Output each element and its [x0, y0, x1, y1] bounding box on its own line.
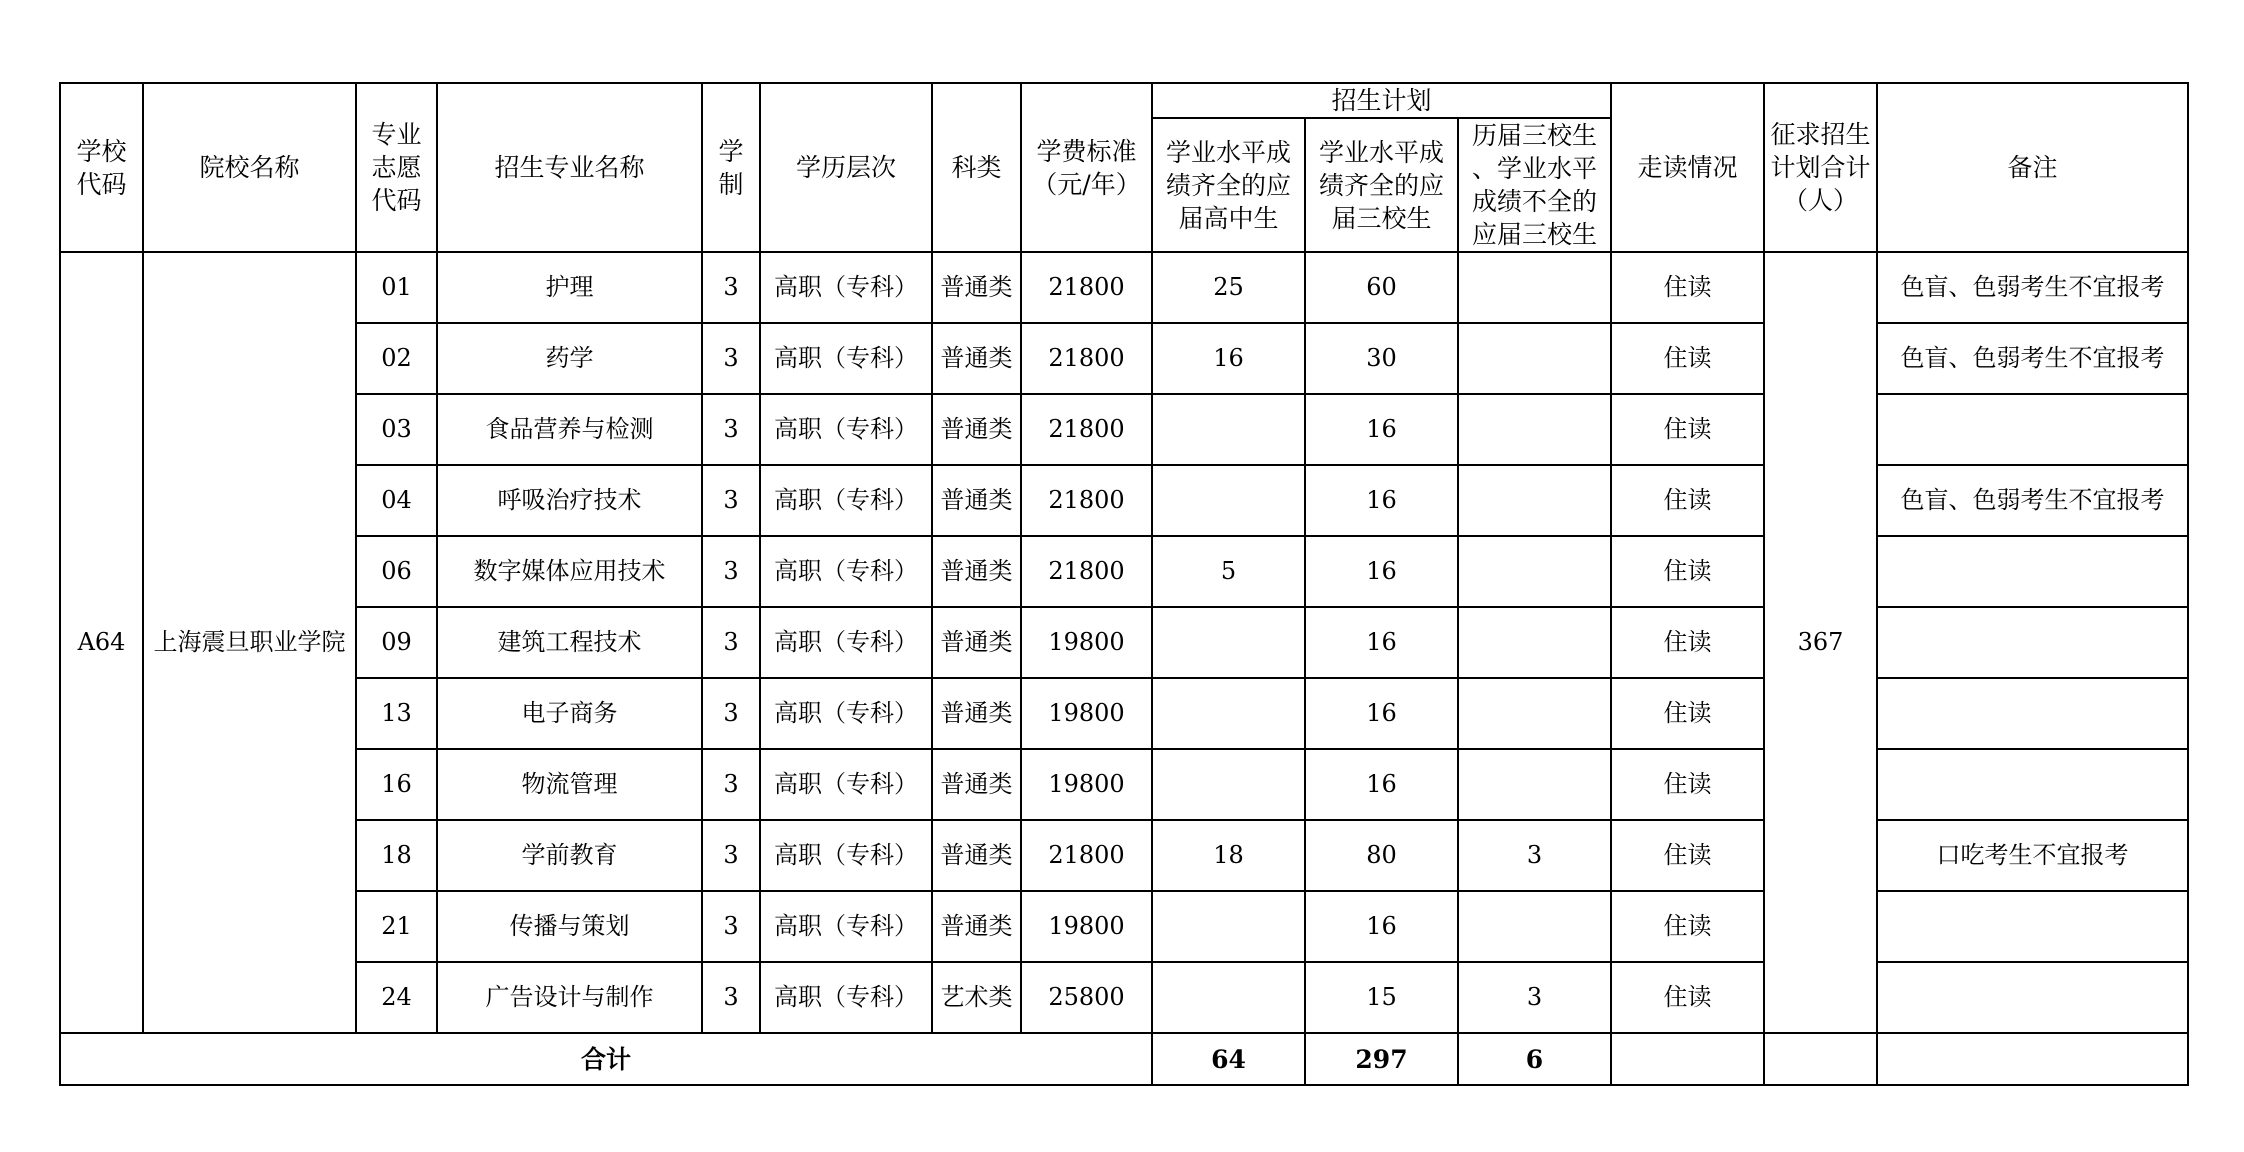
- plan-b-cell: 16: [1305, 749, 1458, 820]
- level-cell: 高职（专科）: [760, 536, 932, 607]
- major-code-cell: 09: [356, 607, 437, 678]
- header-school-name: 院校名称: [143, 83, 356, 252]
- remark-cell: [1877, 536, 2188, 607]
- school-code-cell: A64: [60, 252, 143, 1033]
- header-plan-c: 历届三校生 、学业水平 成绩不全的 应届三校生: [1458, 118, 1611, 252]
- duration-cell: 3: [702, 394, 760, 465]
- plan-c-cell: [1458, 252, 1611, 323]
- category-cell: 普通类: [932, 678, 1021, 749]
- plan-c-cell: [1458, 891, 1611, 962]
- total-remark: [1877, 1033, 2188, 1085]
- plan-a-cell: 16: [1152, 323, 1305, 394]
- plan-b-cell: 15: [1305, 962, 1458, 1033]
- major-name-cell: 数字媒体应用技术: [437, 536, 702, 607]
- tuition-cell: 21800: [1021, 465, 1152, 536]
- plan-a-cell: [1152, 678, 1305, 749]
- plan-b-cell: 80: [1305, 820, 1458, 891]
- plan-a-cell: 5: [1152, 536, 1305, 607]
- plan-c-cell: [1458, 323, 1611, 394]
- major-name-cell: 学前教育: [437, 820, 702, 891]
- residence-cell: 住读: [1611, 749, 1764, 820]
- header-major-name: 招生专业名称: [437, 83, 702, 252]
- major-name-cell: 电子商务: [437, 678, 702, 749]
- tuition-cell: 25800: [1021, 962, 1152, 1033]
- header-total-plan: 征求招生 计划合计 （人）: [1764, 83, 1877, 252]
- remark-cell: 色盲、色弱考生不宜报考: [1877, 465, 2188, 536]
- header-major-code: 专业 志愿 代码: [356, 83, 437, 252]
- category-cell: 普通类: [932, 394, 1021, 465]
- major-code-cell: 01: [356, 252, 437, 323]
- plan-a-cell: [1152, 465, 1305, 536]
- major-code-cell: 06: [356, 536, 437, 607]
- tuition-cell: 21800: [1021, 323, 1152, 394]
- total-plan-c: 6: [1458, 1033, 1611, 1085]
- total-plan-sum: [1764, 1033, 1877, 1085]
- tuition-cell: 21800: [1021, 536, 1152, 607]
- level-cell: 高职（专科）: [760, 252, 932, 323]
- plan-c-cell: [1458, 678, 1611, 749]
- remark-cell: [1877, 394, 2188, 465]
- remark-cell: [1877, 678, 2188, 749]
- remark-cell: 色盲、色弱考生不宜报考: [1877, 323, 2188, 394]
- residence-cell: 住读: [1611, 536, 1764, 607]
- header-level: 学历层次: [760, 83, 932, 252]
- remark-cell: [1877, 607, 2188, 678]
- plan-c-cell: [1458, 607, 1611, 678]
- residence-cell: 住读: [1611, 891, 1764, 962]
- duration-cell: 3: [702, 678, 760, 749]
- plan-b-cell: 16: [1305, 607, 1458, 678]
- header-category: 科类: [932, 83, 1021, 252]
- table-row: [60, 252, 2188, 323]
- header-plan-group: 招生计划: [1152, 83, 1611, 118]
- level-cell: 高职（专科）: [760, 323, 932, 394]
- level-cell: 高职（专科）: [760, 820, 932, 891]
- category-cell: 普通类: [932, 607, 1021, 678]
- duration-cell: 3: [702, 607, 760, 678]
- tuition-cell: 21800: [1021, 820, 1152, 891]
- tuition-cell: 19800: [1021, 607, 1152, 678]
- school-name-cell: 上海震旦职业学院: [143, 252, 356, 1033]
- plan-a-cell: 25: [1152, 252, 1305, 323]
- category-cell: 普通类: [932, 465, 1021, 536]
- duration-cell: 3: [702, 536, 760, 607]
- tuition-cell: 19800: [1021, 678, 1152, 749]
- tuition-cell: 19800: [1021, 891, 1152, 962]
- plan-a-cell: [1152, 891, 1305, 962]
- remark-cell: [1877, 749, 2188, 820]
- major-code-cell: 03: [356, 394, 437, 465]
- plan-b-cell: 16: [1305, 678, 1458, 749]
- total-residence: [1611, 1033, 1764, 1085]
- major-name-cell: 物流管理: [437, 749, 702, 820]
- major-name-cell: 传播与策划: [437, 891, 702, 962]
- header-plan-b: 学业水平成 绩齐全的应 届三校生: [1305, 118, 1458, 252]
- total-label: 合计: [60, 1033, 1152, 1085]
- level-cell: 高职（专科）: [760, 749, 932, 820]
- major-name-cell: 呼吸治疗技术: [437, 465, 702, 536]
- remark-cell: [1877, 891, 2188, 962]
- category-cell: 普通类: [932, 323, 1021, 394]
- major-code-cell: 16: [356, 749, 437, 820]
- plan-c-cell: [1458, 465, 1611, 536]
- major-code-cell: 02: [356, 323, 437, 394]
- major-name-cell: 建筑工程技术: [437, 607, 702, 678]
- duration-cell: 3: [702, 820, 760, 891]
- level-cell: 高职（专科）: [760, 962, 932, 1033]
- level-cell: 高职（专科）: [760, 394, 932, 465]
- plan-a-cell: [1152, 607, 1305, 678]
- level-cell: 高职（专科）: [760, 465, 932, 536]
- level-cell: 高职（专科）: [760, 678, 932, 749]
- residence-cell: 住读: [1611, 820, 1764, 891]
- major-code-cell: 18: [356, 820, 437, 891]
- tuition-cell: 19800: [1021, 749, 1152, 820]
- major-code-cell: 13: [356, 678, 437, 749]
- remark-cell: [1877, 962, 2188, 1033]
- duration-cell: 3: [702, 252, 760, 323]
- remark-cell: 口吃考生不宜报考: [1877, 820, 2188, 891]
- residence-cell: 住读: [1611, 394, 1764, 465]
- category-cell: 普通类: [932, 820, 1021, 891]
- major-code-cell: 04: [356, 465, 437, 536]
- major-code-cell: 24: [356, 962, 437, 1033]
- residence-cell: 住读: [1611, 678, 1764, 749]
- duration-cell: 3: [702, 749, 760, 820]
- enrollment-plan-table: [59, 82, 2189, 1086]
- total-row: [60, 1033, 2188, 1085]
- plan-a-cell: [1152, 394, 1305, 465]
- total-plan-a: 64: [1152, 1033, 1305, 1085]
- duration-cell: 3: [702, 891, 760, 962]
- level-cell: 高职（专科）: [760, 607, 932, 678]
- level-cell: 高职（专科）: [760, 891, 932, 962]
- plan-b-cell: 16: [1305, 891, 1458, 962]
- duration-cell: 3: [702, 323, 760, 394]
- plan-b-cell: 16: [1305, 536, 1458, 607]
- major-name-cell: 护理: [437, 252, 702, 323]
- category-cell: 艺术类: [932, 962, 1021, 1033]
- residence-cell: 住读: [1611, 465, 1764, 536]
- remark-cell: 色盲、色弱考生不宜报考: [1877, 252, 2188, 323]
- category-cell: 普通类: [932, 891, 1021, 962]
- header-tuition: 学费标准 （元/年）: [1021, 83, 1152, 252]
- residence-cell: 住读: [1611, 252, 1764, 323]
- plan-c-cell: [1458, 394, 1611, 465]
- plan-c-cell: [1458, 536, 1611, 607]
- major-code-cell: 21: [356, 891, 437, 962]
- plan-b-cell: 60: [1305, 252, 1458, 323]
- total-plan-cell: 367: [1764, 252, 1877, 1033]
- plan-a-cell: [1152, 749, 1305, 820]
- residence-cell: 住读: [1611, 962, 1764, 1033]
- header-school-code: 学校 代码: [60, 83, 143, 252]
- header-duration: 学 制: [702, 83, 760, 252]
- plan-c-cell: [1458, 749, 1611, 820]
- residence-cell: 住读: [1611, 323, 1764, 394]
- total-plan-b: 297: [1305, 1033, 1458, 1085]
- plan-b-cell: 16: [1305, 465, 1458, 536]
- plan-b-cell: 16: [1305, 394, 1458, 465]
- tuition-cell: 21800: [1021, 252, 1152, 323]
- major-name-cell: 药学: [437, 323, 702, 394]
- duration-cell: 3: [702, 962, 760, 1033]
- header-plan-a: 学业水平成 绩齐全的应 届高中生: [1152, 118, 1305, 252]
- category-cell: 普通类: [932, 536, 1021, 607]
- category-cell: 普通类: [932, 252, 1021, 323]
- duration-cell: 3: [702, 465, 760, 536]
- residence-cell: 住读: [1611, 607, 1764, 678]
- plan-a-cell: 18: [1152, 820, 1305, 891]
- tuition-cell: 21800: [1021, 394, 1152, 465]
- plan-c-cell: 3: [1458, 962, 1611, 1033]
- header-remarks: 备注: [1877, 83, 2188, 252]
- plan-b-cell: 30: [1305, 323, 1458, 394]
- table-body: [60, 252, 2188, 1085]
- plan-a-cell: [1152, 962, 1305, 1033]
- plan-c-cell: 3: [1458, 820, 1611, 891]
- major-name-cell: 广告设计与制作: [437, 962, 702, 1033]
- header-residence: 走读情况: [1611, 83, 1764, 252]
- major-name-cell: 食品营养与检测: [437, 394, 702, 465]
- category-cell: 普通类: [932, 749, 1021, 820]
